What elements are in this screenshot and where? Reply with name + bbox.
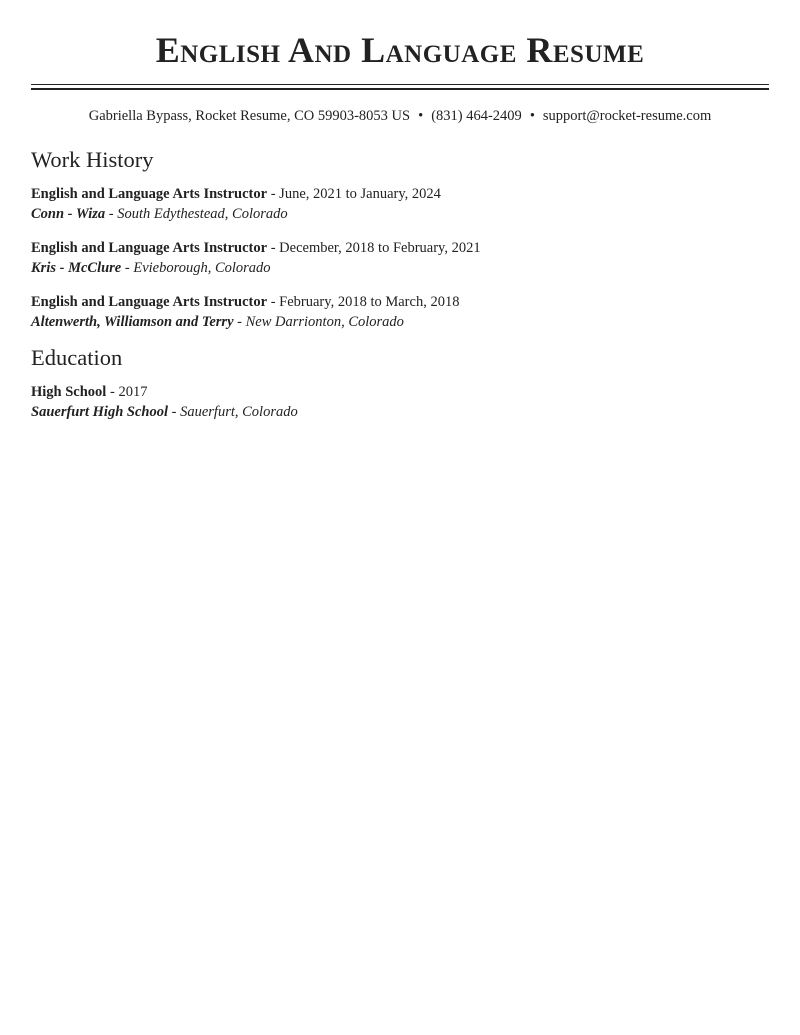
work-entry-employer-line [31,312,769,332]
school-name: Sauerfurt High School [31,404,168,420]
title-divider [31,84,769,90]
job-role: English and Language Arts Instructor [31,240,268,256]
work-entry [31,292,769,332]
work-entry-title-line [31,292,769,312]
job-role: English and Language Arts Instructor [31,186,268,202]
dash: - [106,384,119,400]
employer-location: South Edythestead, Colorado [117,206,288,222]
work-entry-employer-line [31,204,769,224]
employer-name: Kris - McClure [31,260,122,276]
dash: - [168,404,181,420]
job-role: English and Language Arts Instructor [31,294,268,310]
employer-name: Conn - Wiza [31,206,106,222]
dash: - [267,186,280,202]
work-history-section [31,146,769,332]
education-entry-degree-line [31,382,769,402]
employer-location: New Darrionton, Colorado [245,314,404,330]
contact-separator: • [418,108,424,124]
dash: - [233,314,246,330]
contact-line [31,106,769,126]
employer-name: Altenwerth, Williamson and Terry [31,314,234,330]
contact-separator: • [529,108,535,124]
education-section [31,344,769,422]
education-heading: Education [31,345,123,370]
work-entry-title-line [31,184,769,204]
work-history-heading: Work History [31,147,154,172]
dash: - [105,206,118,222]
degree-name: High School [31,384,107,400]
job-dates: February, 2018 to March, 2018 [279,294,460,310]
work-entry [31,238,769,278]
resume-title: English And Language Resume [155,30,645,70]
work-entry [31,184,769,224]
graduation-year: 2017 [118,384,148,400]
dash: - [121,260,134,276]
dash: - [267,294,280,310]
education-entry-school-line [31,402,769,422]
school-location: Sauerfurt, Colorado [180,404,298,420]
contact-address: Gabriella Bypass, Rocket Resume, CO 59903-8053 US [88,108,411,124]
work-entry-title-line [31,238,769,258]
employer-location: Evieborough, Colorado [133,260,271,276]
dash: - [267,240,280,256]
education-entry [31,382,769,422]
contact-phone: (831) 464-2409 [431,108,522,124]
job-dates: December, 2018 to February, 2021 [279,240,481,256]
work-entry-employer-line [31,258,769,278]
contact-email: support@rocket-resume.com [542,108,712,124]
job-dates: June, 2021 to January, 2024 [279,186,441,202]
